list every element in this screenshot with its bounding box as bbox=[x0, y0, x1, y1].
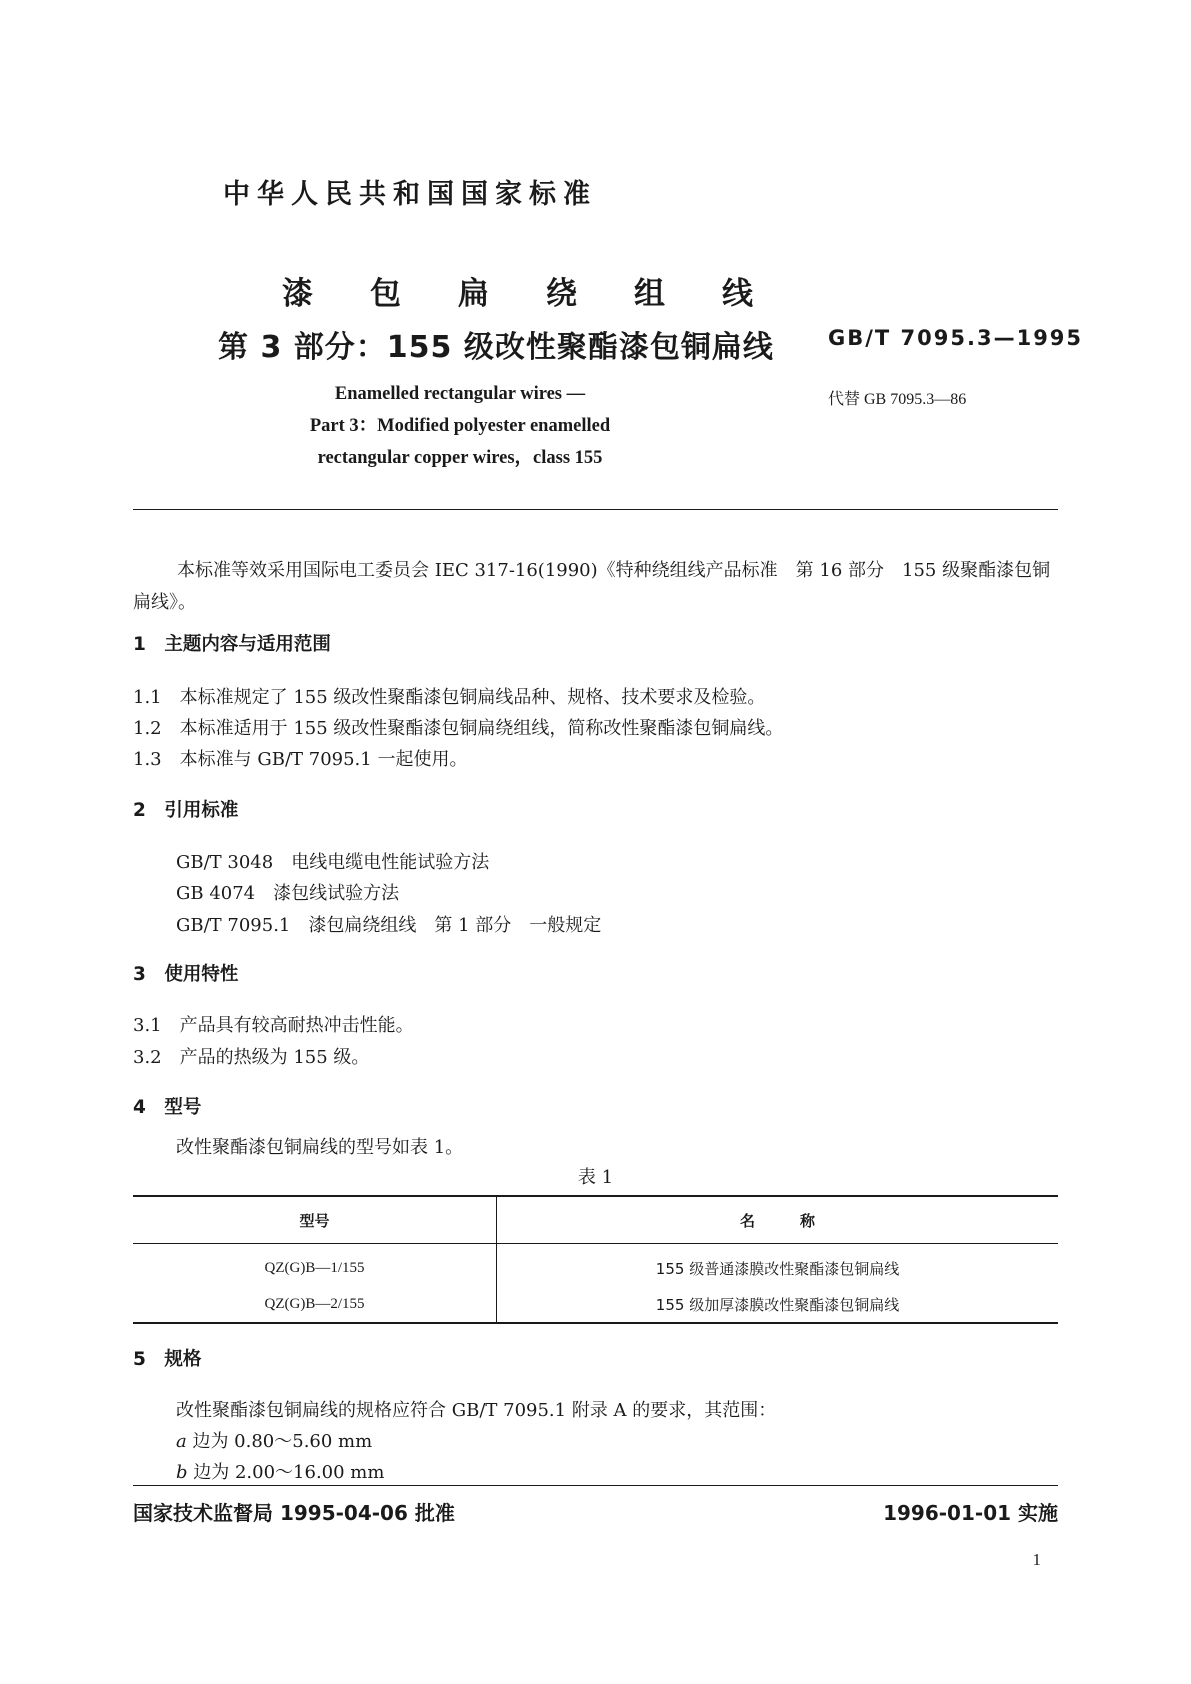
standard-number: GB/T 7095.3—1995 bbox=[828, 326, 1084, 350]
intro-paragraph: 本标准等效采用国际电工委员会 IEC 317-16(1990)《特种绕组线产品标准 第 16 部分 155 级聚酯漆包铜扁线》。 bbox=[133, 560, 1051, 613]
table-caption: 表 1 bbox=[577, 1167, 614, 1188]
reference-item: GB/T 3048 电线电缆电性能试验方法 bbox=[176, 852, 490, 873]
english-title-line: Part 3：Modified polyester enamelled bbox=[309, 416, 611, 436]
reference-item: GB/T 7095.1 漆包扁绕组线 第 1 部分 一般规定 bbox=[176, 915, 602, 936]
title-char: 组 bbox=[634, 276, 665, 312]
title-char: 线 bbox=[722, 276, 753, 312]
table-cell-name: 155 级加厚漆膜改性聚酯漆包铜扁线 bbox=[497, 1286, 1059, 1323]
section-4-text: 改性聚酯漆包铜扁线的型号如表 1。 bbox=[176, 1137, 464, 1158]
table-header-model: 型号 bbox=[133, 1196, 497, 1244]
standard-title bbox=[282, 268, 810, 313]
range-a-text: 边为 0.80～5.60 mm bbox=[186, 1431, 373, 1452]
page-number: 1 bbox=[1032, 1550, 1041, 1569]
table-cell-model: QZ(G)B—1/155 bbox=[133, 1244, 497, 1287]
range-a bbox=[176, 1427, 372, 1453]
clause-1-3: 1.3 本标准与 GB/T 7095.1 一起使用。 bbox=[133, 749, 468, 770]
national-standard-header: 中华人民共和国国家标准 bbox=[223, 179, 597, 210]
section-3-heading: 3 使用特性 bbox=[133, 964, 239, 985]
reference-item: GB 4074 漆包线试验方法 bbox=[176, 883, 400, 904]
section-4-heading: 4 型号 bbox=[133, 1097, 202, 1118]
effective-date: 1996-01-01 实施 bbox=[883, 1501, 1058, 1525]
english-title bbox=[250, 378, 670, 474]
title-char: 漆 bbox=[282, 276, 313, 312]
range-b bbox=[176, 1458, 384, 1484]
range-a-var: a bbox=[176, 1431, 187, 1452]
section-5-heading: 5 规格 bbox=[133, 1349, 202, 1370]
section-1-heading: 1 主题内容与适用范围 bbox=[133, 634, 331, 655]
title-char: 包 bbox=[370, 276, 401, 312]
approval-note: 国家技术监督局 1995-04-06 批准 bbox=[133, 1501, 455, 1525]
range-b-var: b bbox=[176, 1462, 188, 1483]
table-cell-model: QZ(G)B—2/155 bbox=[133, 1286, 497, 1323]
range-b-text: 边为 2.00～16.00 mm bbox=[187, 1462, 385, 1483]
clause-3-2: 3.2 产品的热级为 155 级。 bbox=[133, 1047, 370, 1068]
section-5-text: 改性聚酯漆包铜扁线的规格应符合 GB/T 7095.1 附录 A 的要求，其范围： bbox=[176, 1400, 777, 1421]
clause-3-1: 3.1 产品具有较高耐热冲击性能。 bbox=[133, 1015, 414, 1036]
table-row bbox=[133, 1286, 1058, 1323]
title-char: 绕 bbox=[546, 276, 577, 312]
standard-subtitle: 第 3 部分：155 级改性聚酯漆包铜扁线 bbox=[218, 330, 774, 365]
model-table bbox=[133, 1195, 1058, 1324]
footer-divider bbox=[133, 1485, 1058, 1486]
title-char: 扁 bbox=[458, 276, 489, 312]
english-title-line: rectangular copper wires，class 155 bbox=[317, 448, 603, 468]
english-title-line: Enamelled rectangular wires — bbox=[334, 384, 586, 404]
clause-1-2: 1.2 本标准适用于 155 级改性聚酯漆包铜扁绕组线，简称改性聚酯漆包铜扁线。 bbox=[133, 718, 784, 739]
section-2-heading: 2 引用标准 bbox=[133, 800, 239, 821]
table-header-name: 名 称 bbox=[497, 1196, 1059, 1244]
table-row bbox=[133, 1244, 1058, 1287]
table-cell-name: 155 级普通漆膜改性聚酯漆包铜扁线 bbox=[655, 1259, 900, 1278]
header-divider bbox=[133, 509, 1058, 510]
clause-1-1: 1.1 本标准规定了 155 级改性聚酯漆包铜扁线品种、规格、技术要求及检验。 bbox=[133, 687, 766, 708]
replaces-note: 代替 GB 7095.3—86 bbox=[828, 391, 967, 408]
